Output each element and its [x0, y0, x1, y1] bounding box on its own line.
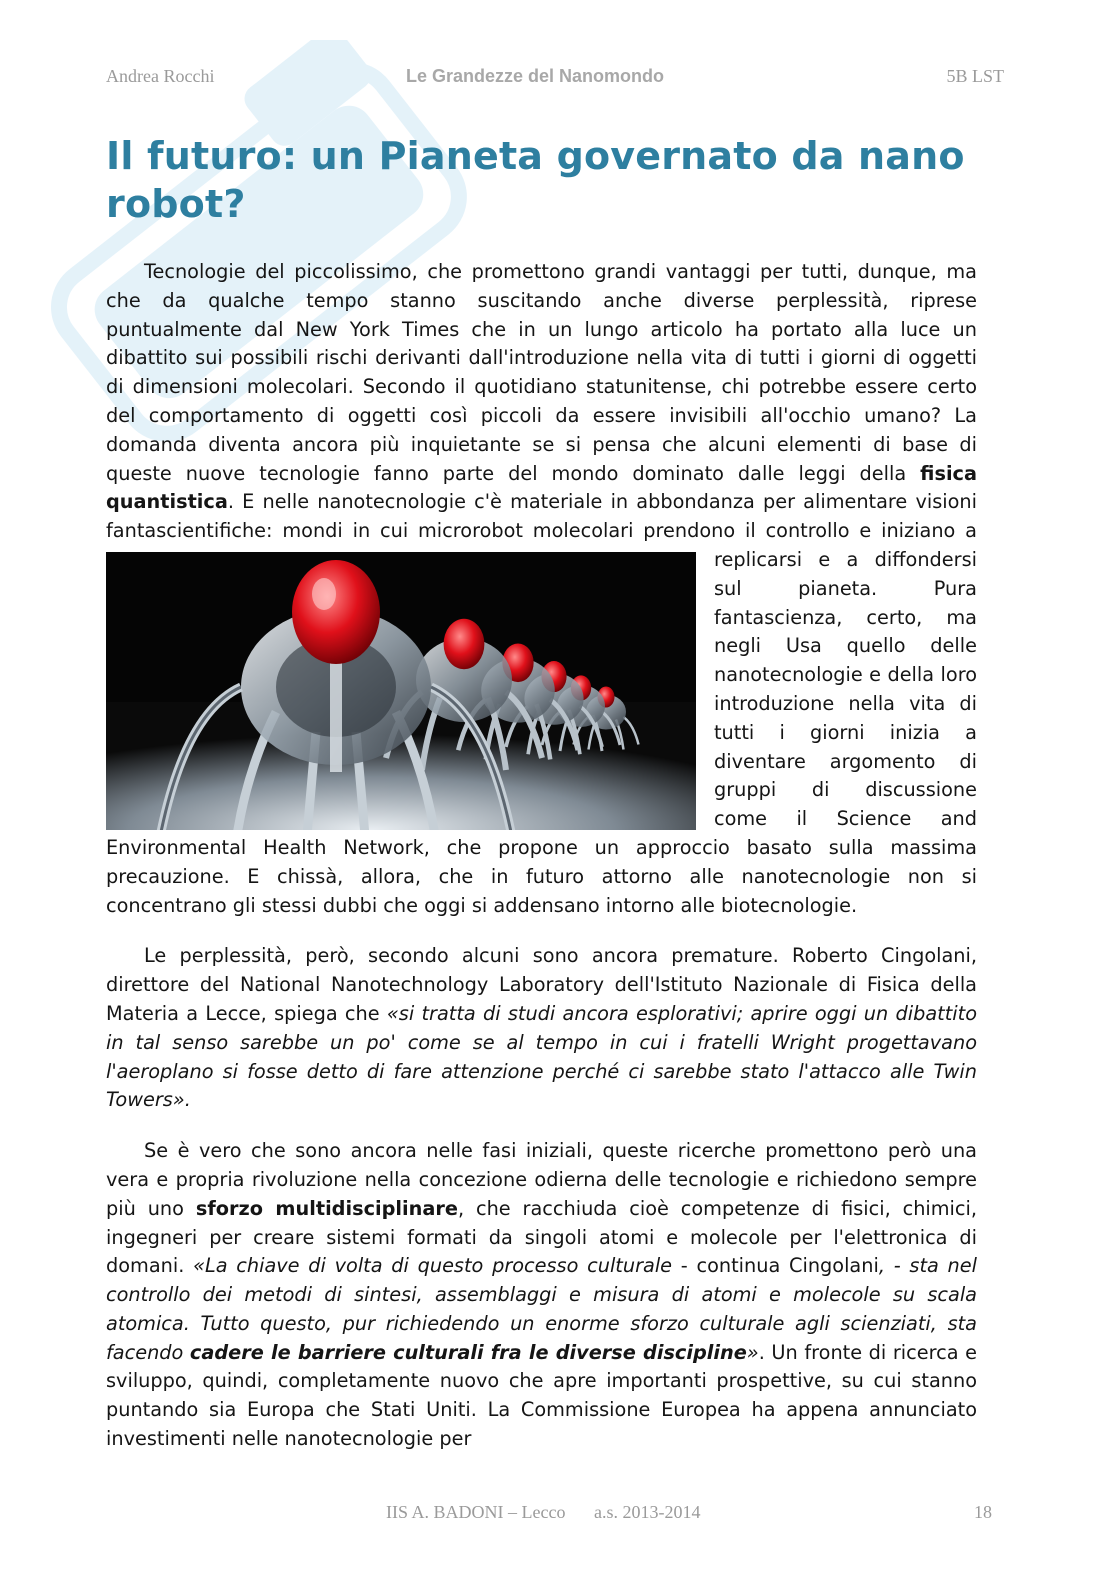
bold-italic-barriere: cadere le barriere culturali fra le diverse discipline — [189, 1340, 747, 1364]
nanorobot-illustration — [106, 552, 696, 830]
page-footer — [386, 1502, 1006, 1526]
page-header — [106, 66, 1004, 90]
header-author: Andrea Rocchi — [106, 66, 215, 86]
quote-cingolani-2a: «La chiave di volta di questo processo culturale — [193, 1254, 673, 1278]
footer-school: IIS A. BADONI – Lecco — [386, 1502, 566, 1522]
paragraph-1-text-a: Tecnologie del piccolissimo, che promettono grandi vantaggi per tutti, dunque, ma che da qualche tempo stanno suscitando anche diverse perplessità, riprese puntualmente dal New York Times che in un lungo articolo ha portato alla luce un dibattito sui possibili rischi derivanti dall'introduzione nella vita di tutti i giorni di oggetti di dimensioni molecolari. Secondo il quotidiano statunitense, chi potrebbe essere certo del comportamento di oggetti così piccoli da essere invisibili all'occhio umano? La domanda diventa ancora più inquietante se si pensa che alcuni elementi di base di queste nuove tecnologie fanno parte del mondo dominato dalle leggi della — [106, 260, 977, 485]
paragraph-3-text-c: , che racchiuda cioè competenze di fisici, chimici, ingegneri per creare sistemi formati da singoli atomi e molecole per l'elettronica di domani. — [106, 1196, 978, 1278]
paragraph-1-text-after-figure: controllo e iniziano a replicarsi e a diffondersi sul pianeta. Pura fantascienza, certo, ma negli Usa quello delle nanotecnologie e della loro introduzione nella vita di tutti i giorni inizia a diventare argomento di gruppi di discussione come il Science and Environmental Health Network, che propone un approccio basato sulla massima precauzione. E chissà, allora, che in futuro attorno alle nanotecnologie non si concentrano gli stessi dubbi che oggi si addensano intorno alle biotecnologie. — [106, 519, 977, 917]
paragraph-2-text-a: Le perplessità, però, secondo alcuni sono ancora premature. Roberto Cingolani, direttore del National Nanotechnology Laboratory dell'Istituto Nazionale di Fisica della Materia a Lecce, spiega che — [106, 944, 977, 1025]
quote-cingolani-2b: , - sta nel controllo dei metodi di sintesi, assemblaggi e misura di atomi e molecole su scala atomica. Tutto questo, pur richiedendo un enorme sforzo culturale agli scienziati, sta facendo — [106, 1254, 977, 1364]
header-class: 5B LST — [946, 66, 1004, 86]
paragraph-1 — [106, 258, 977, 920]
paragraph-3-text-e: - continua Cingolani — [672, 1254, 879, 1278]
page-number: 18 — [974, 1502, 992, 1522]
paragraph-2 — [106, 942, 977, 1115]
header-document-title: Le Grandezze del Nanomondo — [406, 66, 665, 86]
footer-school-year: a.s. 2013-2014 — [594, 1502, 701, 1522]
bold-fisica-quantistica: fisica quantistica — [106, 461, 977, 514]
paragraph-3-text-a: Se è vero che sono ancora nelle fasi iniziali, queste ricerche promettono però una vera e propria rivoluzione nella concezione odierna delle tecnologie e richiedono sempre più uno — [106, 1139, 977, 1220]
quote-cingolani-1: «si tratta di studi ancora esplorativi; aprire oggi un dibattito in tal senso sarebbe un po' come se al tempo in cui i fratelli Wright progettavano l'aeroplano si fosse detto di fare attenzione perché ci sarebbe stato l'attacco alle Twin Towers». — [106, 1001, 977, 1112]
bold-sforzo-multidisciplinare: sforzo multidisciplinare — [195, 1196, 458, 1220]
paragraph-3 — [106, 1137, 977, 1454]
quote-close: » — [746, 1340, 759, 1364]
paragraph-3-text-i: . Un fronte di ricerca e sviluppo, quindi, completamente nuovo che apre importanti prospettive, su cui stanno puntando sia Europa che Stati Uniti. La Commissione Europea ha appena annunciato investimenti nelle nanotecnologie per — [106, 1340, 978, 1451]
page-title: Il futuro: un Pianeta governato da nano robot? — [106, 134, 965, 226]
article-body — [106, 258, 977, 1476]
paragraph-1-text-c: . E nelle nanotecnologie c'è materiale in abbondanza per alimentare visioni fantascientifiche: mondi in cui microrobot molecolari prendono il — [106, 490, 977, 543]
